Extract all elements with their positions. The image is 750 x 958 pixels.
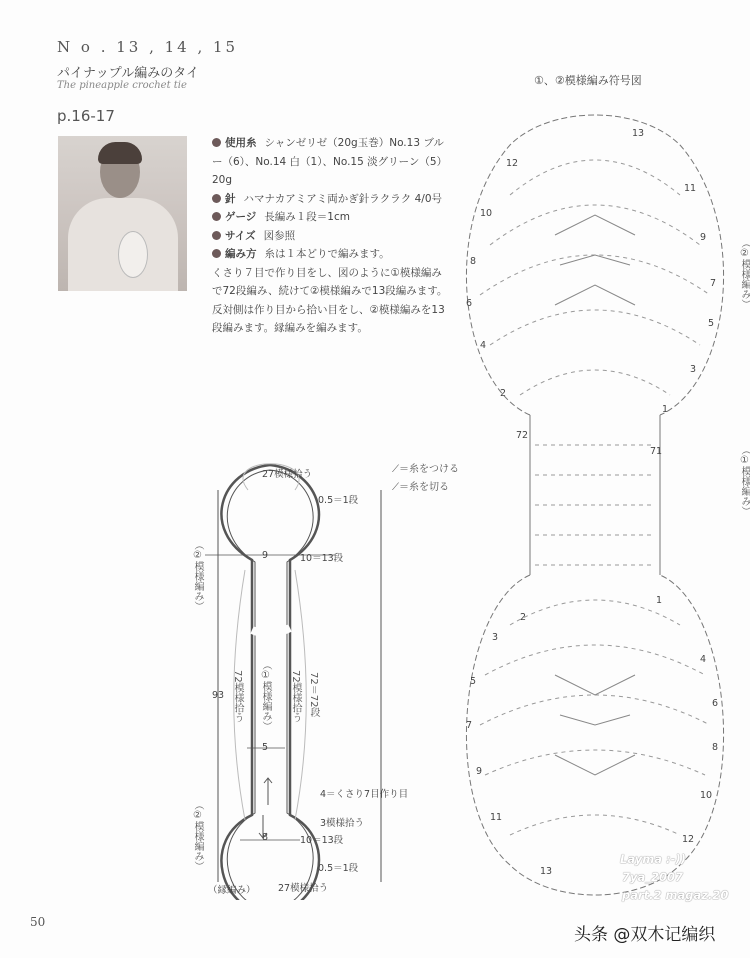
bottom-width-label: 8 — [262, 832, 269, 843]
row-number: 72 — [516, 430, 529, 441]
row-number: 71 — [650, 446, 663, 457]
edging-label: （縁編み） — [208, 885, 256, 896]
watermark: 头条 @双木记编织 — [574, 925, 716, 945]
chart-title: ①、②模様編み符号図 — [534, 74, 642, 87]
material-item: ゲージ 長編み１段＝1cm — [212, 208, 448, 227]
body-rows-label: 72＝72段 — [308, 672, 319, 718]
row-number: 10 — [480, 208, 493, 219]
top-width-label: 9 — [262, 550, 269, 561]
bottom-pickup-label: 27模様拾う — [278, 883, 329, 894]
attach-yarn-icon: ⟋ — [392, 464, 399, 475]
row-number: 6 — [466, 298, 473, 309]
row-number: 11 — [684, 183, 697, 194]
pattern1-label: （①模様編み） — [260, 660, 271, 731]
material-item: 針 ハマナカアミアミ両かぎ針ラクラク 4/0号 — [212, 190, 448, 209]
row-number: 3 — [492, 632, 499, 643]
row-number: 1 — [656, 595, 663, 606]
legend-cut: ⟋＝糸を切る — [392, 482, 449, 493]
row-number: 3 — [690, 364, 697, 375]
credit-line: Layma :-)) — [620, 852, 686, 866]
top-pickup-label: 27模様拾う — [262, 469, 313, 480]
row-number: 5 — [708, 318, 715, 329]
legend-attach: ⟋＝糸をつける — [392, 464, 459, 475]
row-number: 7 — [710, 278, 717, 289]
row-number: 7 — [466, 720, 473, 731]
pattern2-top-label: （②模様編み） — [192, 540, 203, 611]
row-number: 6 — [712, 698, 719, 709]
chart-side-label-pattern1: （①模様編み） — [739, 445, 750, 516]
title-japanese: パイナップル編みのタイ — [57, 66, 199, 81]
row-number: 13 — [632, 128, 645, 139]
crochet-symbol-chart — [450, 105, 740, 905]
row-number: 8 — [712, 742, 719, 753]
row-number: 8 — [470, 256, 477, 267]
row-number: 10 — [700, 790, 713, 801]
bottom-rows-label: 0.5＝1段 — [318, 863, 359, 874]
row-number: 12 — [506, 158, 519, 169]
instructions: くさり７目で作り目をし、図のように①模様編みで72段編み、続けて②模様編みで13段編みます。反対側は作り目から拾い目をし、②模様編みを13段編みます。縁編みを編みます。 — [212, 266, 448, 334]
title-english: The pineapple crochet tie — [57, 80, 187, 91]
page-number: 50 — [30, 915, 46, 929]
total-length-label: 93 — [212, 690, 225, 701]
credit-line: part.2 magaz.20 — [622, 888, 729, 902]
chart-side-label-pattern2: （②模様編み） — [739, 238, 750, 309]
row-number: 13 — [540, 866, 553, 877]
material-item: サイズ 図参照 — [212, 227, 448, 246]
right-pickup-label: 72模様拾う — [290, 670, 301, 723]
foundation-label: 4＝くさり7目作り目 — [320, 789, 409, 800]
row-number: 9 — [476, 766, 483, 777]
model-photo — [58, 136, 187, 291]
row-number: 2 — [520, 612, 527, 623]
pattern-number: N o . 13 , 14 , 15 — [57, 38, 239, 56]
pickup3-label: 3模様拾う — [320, 818, 365, 829]
pattern2-bottom-label: （②模様編み） — [192, 800, 203, 871]
body-width-label: 5 — [262, 742, 269, 753]
row-number: 4 — [480, 340, 487, 351]
material-item: 編み方 糸は１本どりで編みます。 — [212, 245, 448, 264]
row-number: 12 — [682, 834, 695, 845]
row-number: 11 — [490, 812, 503, 823]
cut-yarn-icon: ⟋ — [392, 482, 399, 493]
materials-list — [212, 134, 448, 338]
top-rows-label: 0.5＝1段 — [318, 495, 359, 506]
material-item: 使用糸 シャンゼリゼ（20g玉巻）No.13 ブルー（6）、No.14 白（1）、No.15 淡グリーン（5）20g — [212, 137, 448, 186]
row-number: 9 — [700, 232, 707, 243]
bottom-head-label: 10＝13段 — [300, 835, 344, 846]
top-head-label: 10＝13段 — [300, 553, 344, 564]
row-number: 2 — [500, 388, 507, 399]
row-number: 5 — [470, 676, 477, 687]
credit-line: 7ya_2007 — [622, 870, 684, 884]
row-number: 1 — [662, 404, 669, 415]
page-reference: p.16-17 — [57, 107, 115, 125]
row-number: 4 — [700, 654, 707, 665]
left-pickup-label: 72模様拾う — [232, 670, 243, 723]
